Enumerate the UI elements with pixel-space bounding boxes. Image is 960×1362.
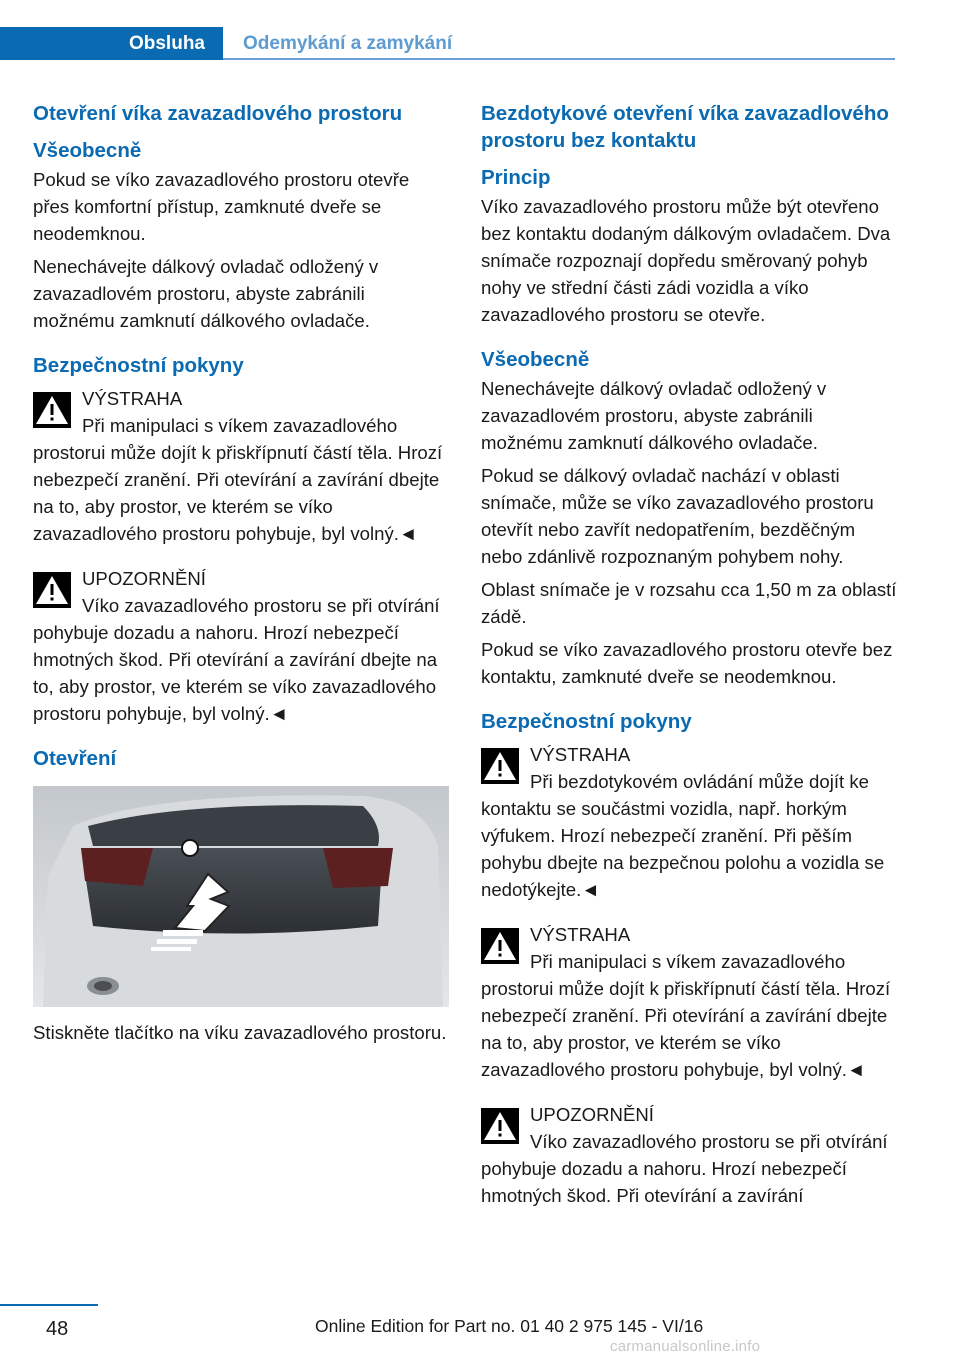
warning-text: Při manipulaci s víkem zavazadlového prostorui může dojít k přiskřípnutí částí těla. Hrozí nebezpečí zranění. Při otevírání a zavírání dbejte na to, aby prostor, ve kterém se víko zavazadlového prostoru pohybuje, byl volný.◄ [33,415,443,544]
section-title-contactless: Bezdotykové otevření víka zavazadlového prostoru bez kontaktu [481,102,889,152]
subheading-general: Všeobecně [33,139,142,162]
warning-title: VÝSTRAHA [82,388,183,409]
subheading-open: Otevření [33,747,117,770]
warning-block [481,741,897,903]
warning-block [33,385,449,547]
notice-title: UPOZORNĚNÍ [82,568,206,589]
paragraph: Pokud se dálkový ovladač nachází v oblasti snímače, může se víko zavazadlového prostoru otevřít nebo zavřít nedopatřením, bezděčným nebo zdánlivě rozpoznaným pohybem nohy. [481,465,874,567]
warning-text: Při manipulaci s víkem zavazadlového prostorui může dojít k přiskřípnutí částí těla. Hrozí nebezpečí zranění. Při otevírání a zavírání dbejte na to, aby prostor, ve kterém se víko zavazadlového prostoru pohybuje, byl volný.◄ [481,951,891,1080]
watermark: carmanualsonline.info [610,1338,761,1355]
edition-note: Online Edition for Part no. 01 40 2 975 145 - VI/16 [315,1316,704,1336]
subheading-safety: Bezpečnostní pokyny [481,710,692,733]
warning-triangle-icon [481,928,519,964]
warning-title: VÝSTRAHA [530,924,631,945]
paragraph: Nenechávejte dálkový ovladač odložený v zavazadlovém prostoru, abyste zabránili možnému zamknutí dálkového ovladače. [33,256,379,331]
paragraph: Nenechávejte dálkový ovladač odložený v zavazadlovém prostoru, abyste zabránili možnému zamknutí dálkového ovladače. [481,378,827,453]
car-rear-illustration [33,786,449,1007]
notice-block [33,565,449,727]
tab-underline [223,58,895,60]
warning-triangle-icon [33,572,71,608]
warning-triangle-icon [481,1108,519,1144]
left-column [33,100,449,1052]
warning-triangle-icon [481,748,519,784]
subheading-general: Všeobecně [481,348,590,371]
page-number: 48 [46,1318,69,1340]
header-tabs [0,27,895,64]
subheading-safety: Bezpečnostní pokyny [33,354,244,377]
trunk-lid-photo [33,786,449,1007]
paragraph: Pokud se víko zavazadlového prostoru otevře přes komfortní přístup, zamknuté dveře se neodemknou. [33,169,410,244]
notice-title: UPOZORNĚNÍ [530,1104,654,1125]
notice-text: Víko zavazadlového prostoru se při otvírání pohybuje dozadu a nahoru. Hrozí nebezpečí hmotných škod. Při otevírání a zavírání dbejte na to, aby prostor, ve kterém se víko zavazadlového prostoru pohybuje, byl volný.◄ [33,595,440,724]
warning-text: Při bezdotykovém ovládání může dojít ke kontaktu se součástmi vozidla, např. horkým výfukem. Hrozí nebezpečí zranění. Při pěším pohybu dbejte na bezpečnou polohu a vozidla se nedotýkejte.◄ [481,771,885,900]
photo-caption: Stiskněte tlačítko na víku zavazadlového prostoru. [33,1022,447,1043]
paragraph: Pokud se víko zavazadlového prostoru otevře bez kontaktu, zamknuté dveře se neodemknou. [481,639,893,687]
paragraph: Víko zavazadlového prostoru může být otevřeno bez kontaktu dodaným dálkovým ovladačem. Dva snímače rozpoznají dopředu směrovaný pohyb nohy ve střední části zádi vozidla a víko zavazadlového prostoru se otevře. [481,196,891,325]
footer-rule [0,1304,98,1306]
notice-text: Víko zavazadlového prostoru se při otvírání pohybuje dozadu a nahoru. Hrozí nebezpečí hmotných škod. Při otevírání a zavírání [481,1131,888,1206]
warning-title: VÝSTRAHA [530,744,631,765]
right-column [481,100,897,1215]
paragraph: Oblast snímače je v rozsahu cca 1,50 m za oblastí zádě. [481,579,897,627]
warning-block [481,921,897,1083]
notice-block [481,1101,897,1209]
section-title-open-trunk: Otevření víka zavazadlového prostoru [33,102,403,125]
subheading-principle: Princip [481,166,551,189]
tab-odemykani-a-zamykani[interactable]: Odemykání a zamykání [243,32,453,54]
warning-triangle-icon [33,392,71,428]
tab-obsluha[interactable]: Obsluha [0,27,223,60]
